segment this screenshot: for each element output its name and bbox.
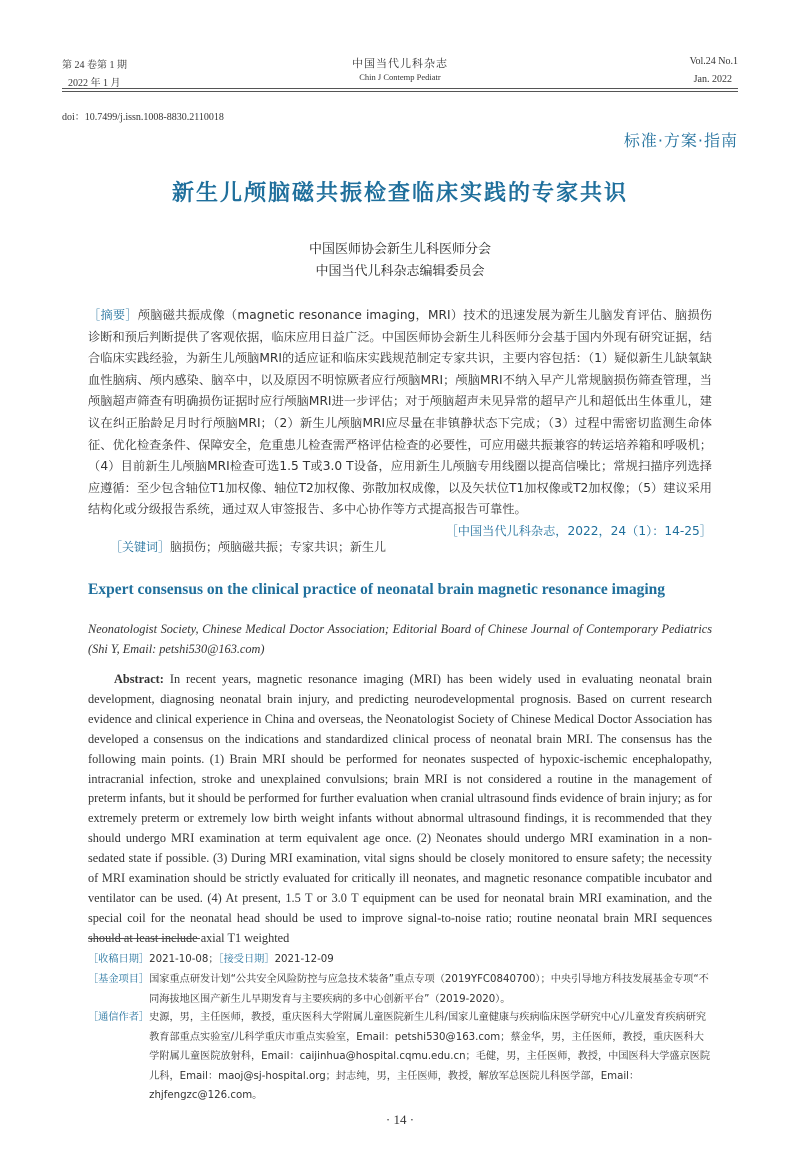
keywords-cn-label: ［关键词］ — [110, 540, 171, 554]
footnote-correspondence — [88, 1008, 712, 1106]
header-volume-issue-cn: 第 24 卷第 1 期 — [62, 60, 127, 71]
abstract-cn — [88, 305, 712, 543]
funding-text: 国家重点研发计划“公共安全风险防控与应急技术装备”重点专项（2019YFC0840700）；中央引导地方科技发展基金专项“不同海拔地区围产新生儿早期发育与主要疾病的多中心创新平台”（2019-2020）。 — [149, 974, 709, 1005]
header-date-cn: 2022 年 1 月 — [68, 78, 121, 89]
received-date: 2021-10-08； — [149, 954, 219, 965]
header-volume-issue-en: Vol.24 No.1 — [689, 56, 738, 67]
keywords-cn-text: 脑损伤；颅脑磁共振；专家共识；新生儿 — [170, 540, 387, 554]
abstract-en-text: In recent years, magnetic resonance imaging (MRI) has been widely used in evaluating neonatal brain development, diagnosing neonatal brain injury, and predicting neurodevelopmental prognosis. Based on current research evidence and clinical experience in China and overseas, the Neonatologist Society of Chinese Medical Doctor Association has developed a consensus on the indications and standardized clinical process of neonatal brain MRI. The consensus has the following main points. (1) Brain MRI should be performed for neonates suspected of hypoxic-ischemic encephalopathy, intracranial infection, stroke and unexplained convulsions; brain MRI is not considered a routine in the management of preterm infants, but it should be performed for further evaluation when cranial ultrasound finds evidence of brain injury; as for extremely preterm or extremely low birth weight infants without abnormal ultrasound findings, it is recommended that they should undergo MRI examination at term equivalent age once. (2) Neonates should undergo MRI examination in a non-sedated state if possible. (3) During MRI examination, vital signs should be closely monitored to ensure safety; the necessity of MRI examination should be strictly evaluated for critically ill neonates, and magnetic resonance compatible incubator and ventilator can be used. (4) At present, 1.5 T or 3.0 T equipment can be used for neonatal brain MRI examination, and the special coil for the neonatal head should be used to improve signal-to-noise ratio; routine neonatal brain MRI sequences should at least include axial T1 weighted — [88, 672, 712, 945]
running-header — [0, 0, 800, 100]
abstract-en-label: Abstract: — [114, 672, 164, 686]
citation-cn: ［中国当代儿科杂志，2022，24（1）：14-25］ — [445, 523, 712, 538]
header-journal-en: Chin J Contemp Pediatr — [359, 72, 441, 82]
received-label: ［收稿日期］ — [88, 954, 150, 965]
footnote-rule — [88, 938, 200, 939]
accepted-date: 2021-12-09 — [274, 954, 334, 965]
abstract-cn-text: 颅脑磁共振成像（magnetic resonance imaging，MRI）技术的迅速发展为新生儿脑发育评估、脑损伤诊断和预后判断提供了客观依据，临床应用日益广泛。中国医师协会新生儿科医师分会基于国内外现有研究证据，结合临床实践经验，为新生儿颅脑MRI的适应证和临床实践规范制定专家共识，主要内容包括：（1）疑似新生儿缺氧缺血性脑病、颅内感染、脑卒中，以及原因不明惊厥者应行颅脑MRI；颅脑MRI不纳入早产儿常规脑损伤筛查管理，当颅脑超声筛查有明确损伤证据时应行颅脑MRI进一步评估；对于颅脑超声未见异常的超早产儿和超低出生体重儿，建议在纠正胎龄足月时行颅脑MRI；（2）新生儿颅脑MRI应尽量在非镇静状态下完成；（3）过程中需密切监测生命体征、优化检查条件、保障安全，危重患儿检查需严格评估检查的必要性，可应用磁共振兼容的转运培养箱和呼吸机；（4）目前新生儿颅脑MRI检查可选1.5 T或3.0 T设备，应用新生儿颅脑专用线圈以提高信噪比；常规扫描序列选择应遵循：至少包含轴位T1加权像、轴位T2加权像、弥散加权成像，以及矢状位T1加权像或T2加权像；（5）建议采用结构化或分级报告系统，通过双人审签报告、多中心协作等方式提高报告可靠性。 — [88, 308, 712, 517]
header-date-en: Jan. 2022 — [693, 74, 732, 85]
funding-label: ［基金项目］ — [88, 974, 150, 985]
footnote-dates — [88, 950, 712, 970]
footnote-funding — [88, 970, 712, 1009]
abstract-en — [88, 670, 712, 949]
correspondence-text: 史源，男，主任医师，教授，重庆医科大学附属儿童医院新生儿科/国家儿童健康与疾病临床医学研究中心/儿童发育疾病研究教育部重点实验室/儿科学重庆市重点实验室，Email：petshi530@163.com；蔡金华，男，主任医师，教授，重庆医科大学附属儿童医院放射科，Email：caijinhua@hospital.cqmu.edu.cn；毛健，男，主任医师，教授，中国医科大学盛京医院儿科，Email：maoj@sj-hospital.org；封志纯，男，主任医师，教授，解放军总医院儿科医学部，Email：zhjfengzc@126.com。 — [149, 1012, 711, 1101]
authors-en: Neonatologist Society, Chinese Medical Doctor Association; Editorial Board of Chinese Journal of Contemporary Pediatrics (Shi Y, Email: petshi530@163.com) — [88, 622, 712, 656]
keywords-cn — [110, 538, 386, 555]
accepted-label: ［接受日期］ — [218, 954, 275, 965]
page-number: · 14 · — [385, 1112, 415, 1127]
doi[interactable]: doi：10.7499/j.issn.1008-8830.2110018 — [62, 112, 224, 123]
article-title-cn: 新生儿颅脑磁共振检查临床实践的专家共识 — [171, 181, 628, 206]
header-journal-cn: 中国当代儿科杂志 — [352, 57, 448, 70]
header-rule-double — [62, 91, 738, 92]
header-rule — [62, 88, 738, 89]
abstract-cn-label: ［摘要］ — [88, 308, 138, 322]
section-tag: 标准·方案·指南 — [623, 131, 738, 150]
author-cn-1: 中国医师协会新生儿科医师分会 — [308, 242, 491, 257]
article-title-en: Expert consensus on the clinical practice of neonatal brain magnetic resonance imaging — [88, 581, 666, 598]
correspondence-label: ［通信作者］ — [88, 1012, 150, 1023]
author-cn-2: 中国当代儿科杂志编辑委员会 — [315, 264, 485, 279]
